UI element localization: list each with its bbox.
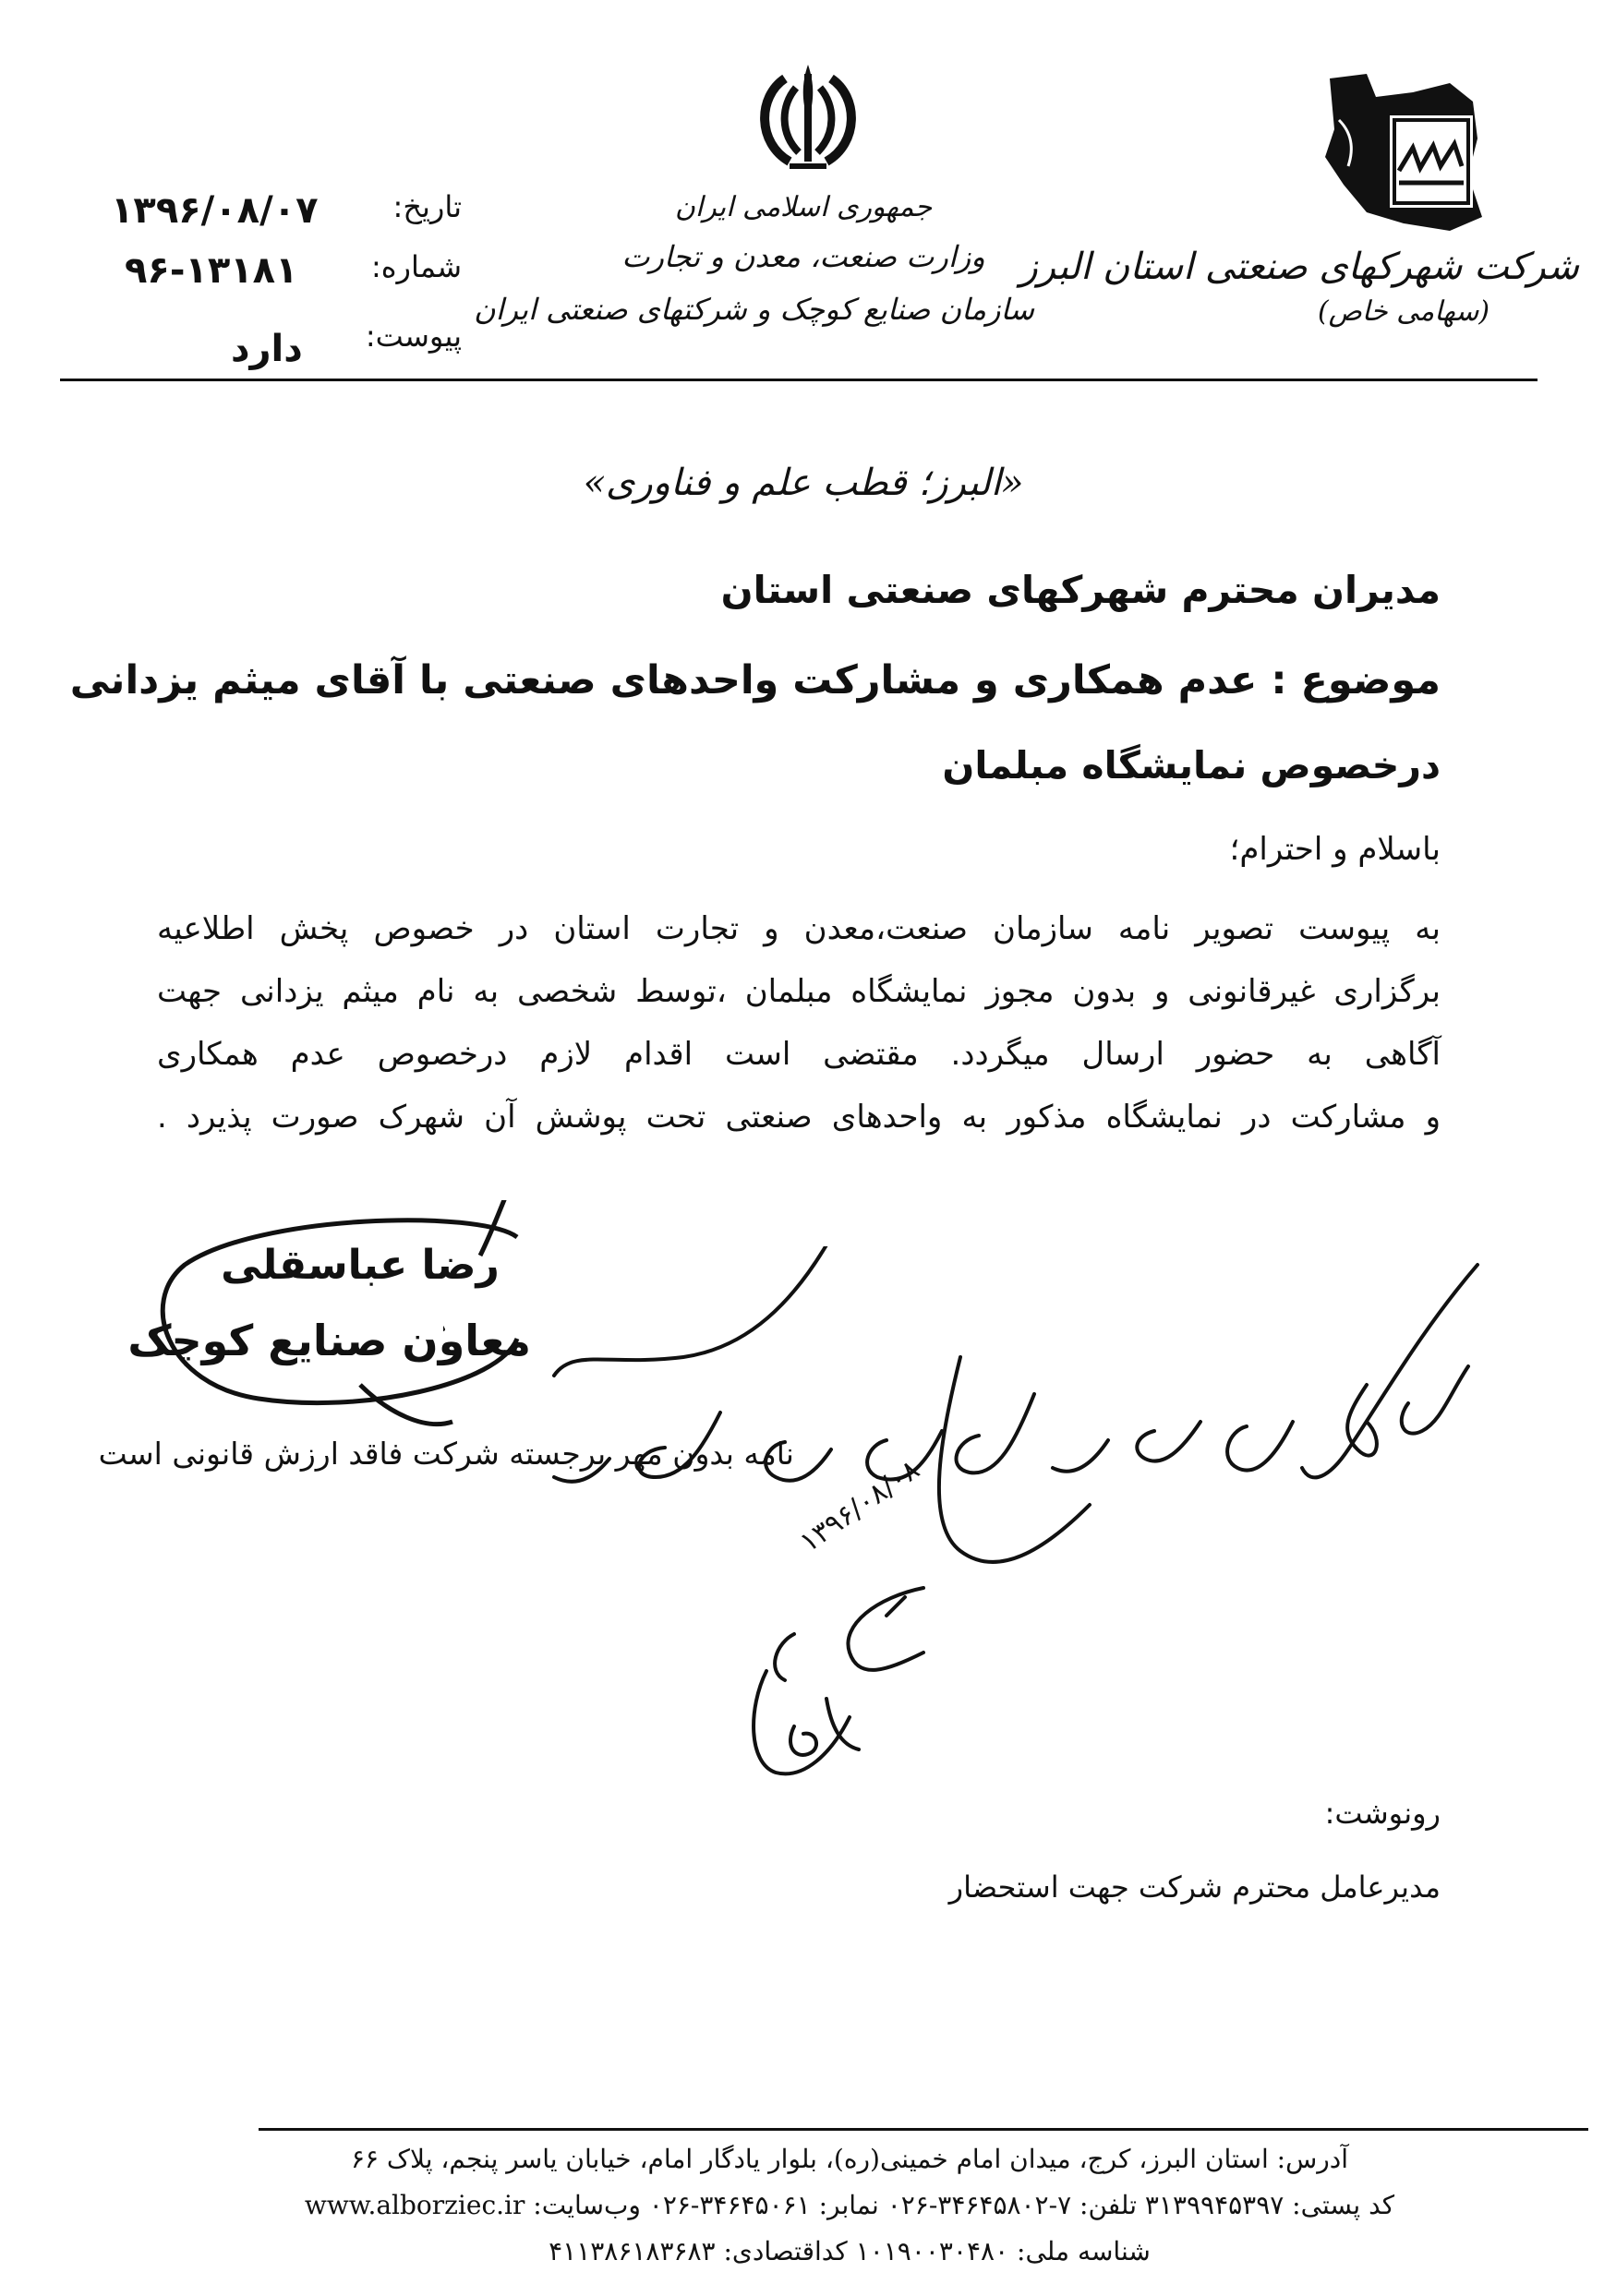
footer-ids: شناسه ملی: ۱۰۱۹۰۰۳۰۴۸۰ کداقتصادی: ۴۱۱۳۸۶۱۸۳۶۸۳ [549,2236,1151,2266]
attachment-value: دارد [231,328,303,370]
subject-line-1: موضوع : عدم همکاری و مشارکت واحدهای صنعتی با آقای میثم یزدانی [69,657,1441,703]
iran-emblem-icon [748,55,868,175]
number-label: شماره: [370,249,462,284]
signatory-title: معاون صنایع کوچک [127,1316,531,1365]
footer-contact: کد پستی: ۳۱۳۹۹۴۵۳۹۷ تلفن: ۷-۳۴۶۴۵۸۰۲-۰۲۶ نمابر: ۳۴۶۴۵۰۶۱-۰۲۶ وب‌سایت: www.alborziec.ir [304,2190,1395,2220]
gov-line-1: جمهوری اسلامی ایران [674,191,933,223]
cc-text: مدیرعامل محترم شرکت جهت استحضار [948,1869,1441,1905]
company-name: شرکت شهرکهای صنعتی استان البرز [1019,246,1579,288]
government-header [474,185,1034,336]
company-type: (سهامی خاص) [1317,295,1490,328]
attachment-label: پیوست: [365,319,462,354]
subject-line-2: درخصوص نمایشگاه مبلمان [942,743,1441,787]
signatory-name: رضا عباسقلی [221,1242,500,1289]
date-label: تاریخ: [392,189,462,224]
iran-map-logo-icon [1311,65,1496,240]
date-value: ۱۳۹۶/۰۸/۰۷ [111,189,319,232]
body-line-1: به پیوست تصویر نامه سازمان صنعت،معدن و تجارت استان در خصوص پخش اطلاعیه [157,910,1441,947]
initials-signature [739,1662,868,1791]
header-divider [60,379,1538,381]
greeting: باسلام و احترام؛ [1229,831,1441,868]
body-line-3: آگاهی به حضور ارسال میگردد. مقتضی است اقدام لازم درخصوص عدم همکاری [157,1036,1441,1073]
recipient: مدیران محترم شهرکهای صنعتی استان [720,568,1441,612]
footer-address: آدرس: استان البرز، کرج، میدان امام خمینی(ره)، بلوار یادگار امام، خیابان یاسر پنجم، پلاک ۶۶ [350,2144,1349,2174]
gov-line-2: وزارت صنعت، معدن و تجارت [621,239,985,274]
motto: «البرز؛ قطب علم و فناوری» [583,462,1024,504]
gov-line-3: سازمان صنایع کوچک و شرکتهای صنعتی ایران [474,292,1034,327]
handwritten-date: ۱۳۹۶/۰۸/۰۸ [794,1453,926,1559]
letter-body [157,897,1441,1148]
company-logo [1019,65,1579,369]
footer-divider [259,2128,1588,2131]
body-line-2: برگزاری غیرقانونی و بدون مجوز نمایشگاه مبلمان ،توسط شخصی به نام میثم یزدانی جهت [157,973,1441,1010]
cc-label: رونوشت: [1324,1796,1441,1831]
body-line-4: و مشارکت در نمایشگاه مذکور به واحدهای صنعتی تحت پوشش آن شهرک صورت پذیرد . [157,1099,1441,1136]
stamp-warning-text: نامه بدون مهر برجسته شرکت فاقد ارزش قانونی است [98,1436,794,1472]
number-value: ۹۶-۱۳۱۸۱ [125,249,298,292]
